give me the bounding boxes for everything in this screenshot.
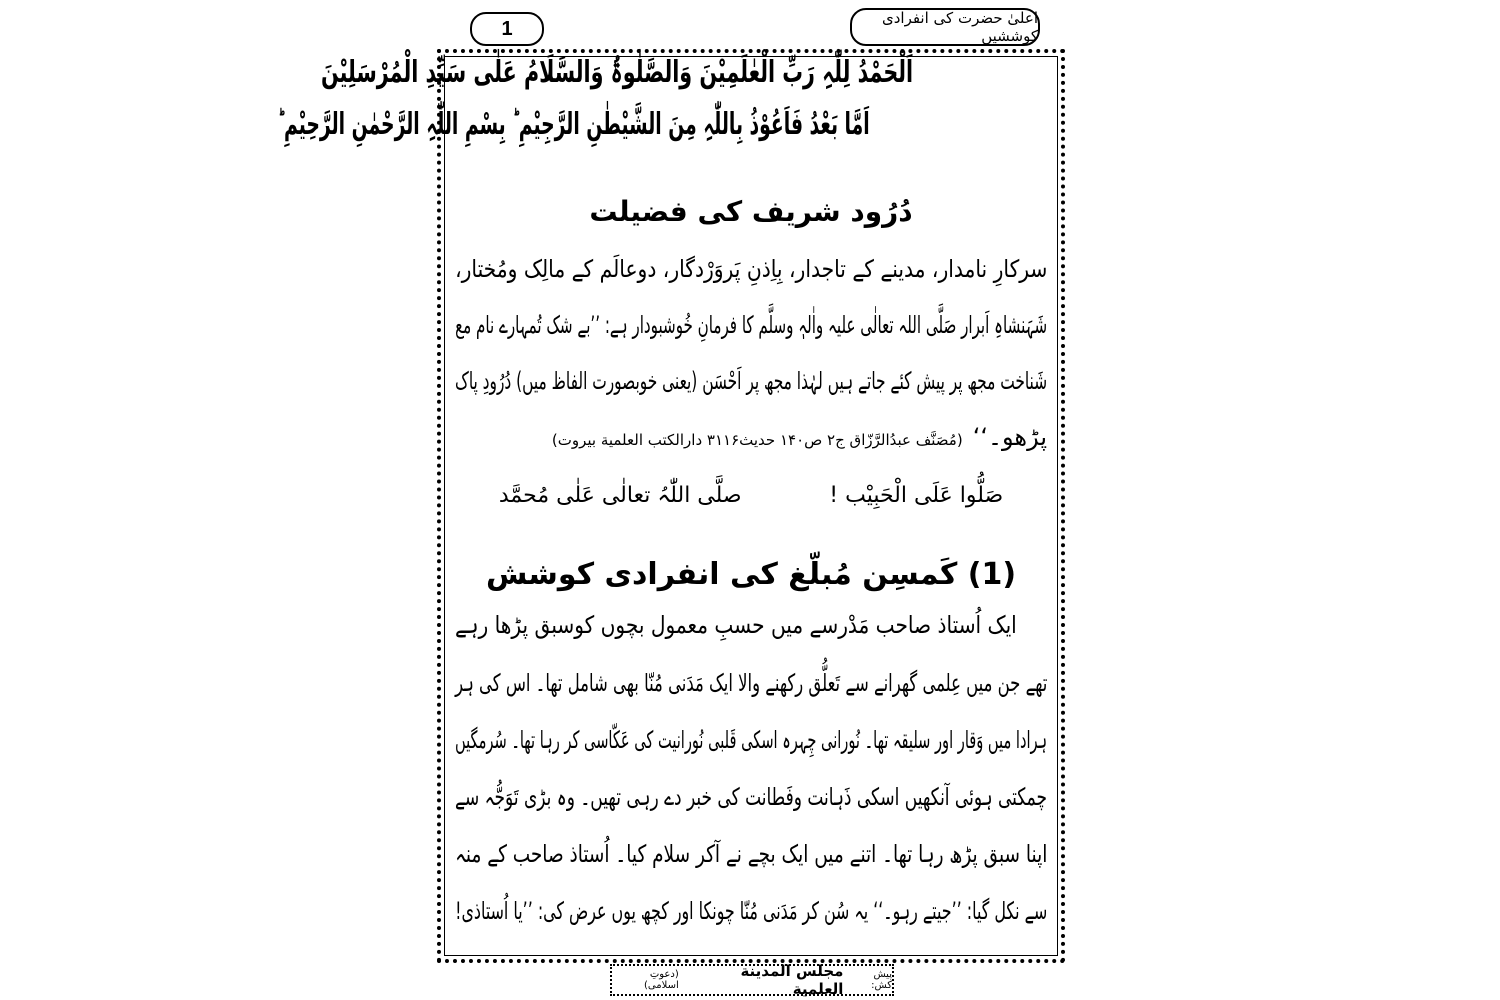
publisher-footer	[610, 964, 894, 996]
paragraph-line: ہرادا میں وَقار اور سلیقہ تھا۔ نُورانی چِہرہ اسکی قَلبی نُورانیت کی عَکّاسی کر رہا تھا۔ سُرمگیں	[454, 726, 1047, 754]
opening-line-1: اَلْحَمْدُ لِلّٰہِ رَبِّ الْعٰلَمِیْنَ وَالصَّلٰوۃُ وَالسَّلَامُ عَلٰی سَیِّدِ الْمُرْسَلِیْنَ	[320, 55, 913, 90]
salawat-call: صَلُّوا عَلَی الْحَبِیْب !	[829, 483, 1004, 508]
page-number: 1	[470, 12, 544, 46]
paragraph-line: ایک اُستاذ صاحب مَدْرسے میں حسبِ معمول بچوں کوسبق پڑھا رہے	[455, 611, 1017, 639]
paragraph-line: تھے جن میں عِلمی گھرانے سے تَعلُّق رکھنے والا ایک مَدَنی مُنّا بھی شامل تھا۔ اس کی ہر	[454, 669, 1047, 697]
citation: (مُصَنَّف عبدُالرَّزّاق ج۲ ص۱۴۰ حدیث۳۱۱۶ دارالکتب العلمیة بیروت)	[551, 431, 963, 449]
paragraph-line: شَہَنشاہِ اَبرار صَلَّی اللہ تعالٰی علیہ واٰلہٖ وسلَّم کا فرمانِ خُوشبودار ہے: ’’بے شک تُمہارے نام مع	[454, 311, 1047, 339]
salawat-response: صلَّی اللّٰہُ تعالٰی عَلٰی مُحمَّد	[498, 483, 742, 508]
opening-line-2: اَمَّا بَعْدُ فَاَعُوْذُ بِاللّٰہِ مِنَ الشَّیْطٰنِ الرَّجِیْمِ ؕ بِسْمِ اللّٰہِ الرَّحْمٰنِ الرَّحِیْمِ ؕ	[277, 107, 870, 142]
paragraph-line: چمکتی ہوئی آنکھیں اسکی ذَہانت وفَطانت کی خبر دے رہی تھیں۔ وہ بڑی تَوَجُّہ سے	[455, 783, 1047, 811]
paragraph-line: اپنا سبق پڑھ رہا تھا۔ اتنے میں ایک بچے نے آکر سلام کیا۔ اُستاذ صاحب کے منہ	[454, 840, 1047, 868]
paragraph-line: سے نکل گیا: ’’جیتے رہو۔‘‘ یہ سُن کر مَدَنی مُنّا چونکا اور کچھ یوں عرض کی: ’’یا اُستاذی!	[454, 897, 1047, 925]
organization-name: (دعوتِ اسلامی)	[644, 969, 679, 991]
publisher-name: مجلس المدینة العلمیة	[740, 962, 844, 998]
running-title: اعلیٰ حضرت کی انفرادی کوششیں	[850, 8, 1040, 46]
section-heading-durood: دُرُود شریف کی فضیلت	[589, 195, 913, 228]
paragraph-end: پڑھو۔‘‘	[972, 423, 1047, 451]
salawat-row	[455, 483, 1047, 508]
paragraph-line: شَناخت مجھ پر پیش کئے جاتے ہیں لہٰذا مجھ پر اَحْسَن (یعنی خوبصورت الفاظ میں) دُرُودِ پاک	[454, 367, 1047, 395]
paragraph-line: سرکارِ نامدار، مدینے کے تاجدار، بِاِذنِ پَروَرْدگار، دوعالَم کے مالِک ومُختار،	[454, 255, 1047, 283]
footer-prefix: پیش کش:	[871, 969, 892, 991]
section-heading-story: (1) کَمسِن مُبلّغ کی انفرادی کوشش	[485, 557, 1017, 592]
paragraph-line-last	[455, 423, 1047, 451]
